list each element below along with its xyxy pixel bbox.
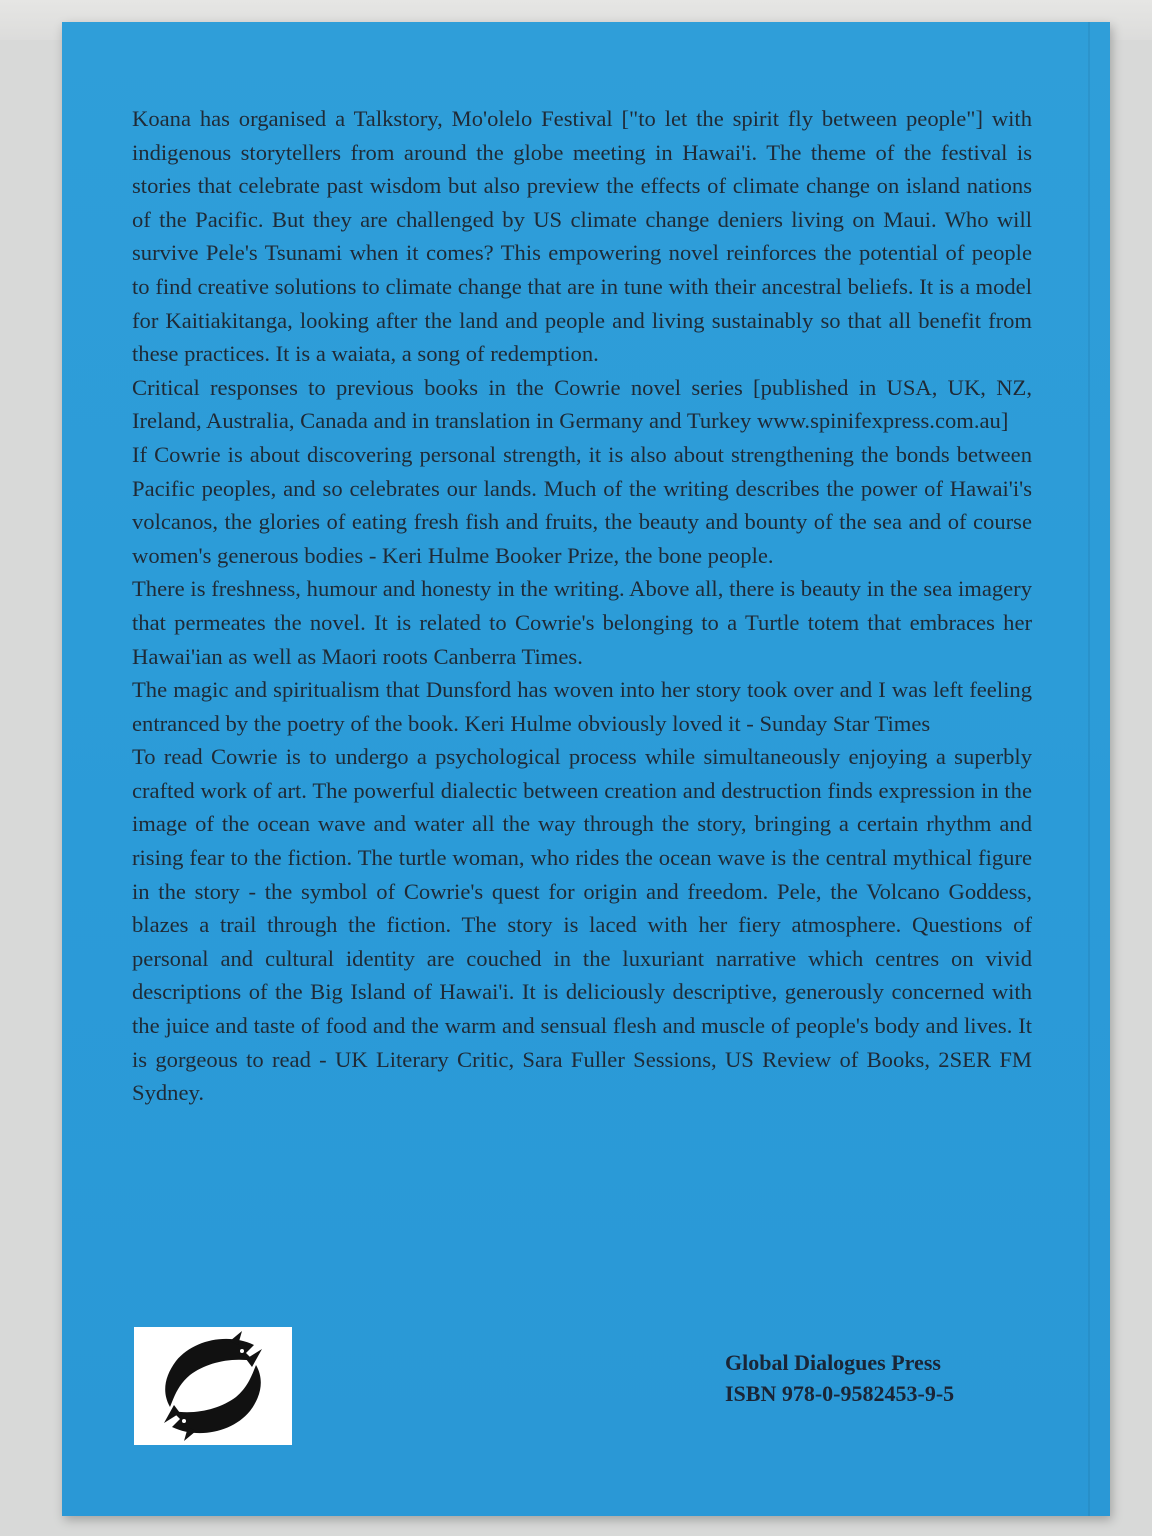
blurb-paragraph-review-canberra-times: There is freshness, humour and honesty in the writing. Above all, there is beauty in the sea imagery that permeates the novel. It is related to Cowrie's belonging to a Turtle totem that embraces her Hawai'ian as well as Maori roots Canberra Times. bbox=[132, 576, 1032, 669]
cover-edge bbox=[1088, 22, 1090, 1516]
two-dolphins-circle-icon bbox=[134, 1327, 292, 1445]
isbn: ISBN 978-0-9582453-9-5 bbox=[725, 1381, 955, 1406]
blurb-paragraph-review-keri-hulme: If Cowrie is about discovering personal strength, it is also about strengthening the bonds between Pacific peoples, and so celebrates our lands. Much of the writing describes the power of Hawai'i's volcanos, the glories of eating fresh fish and fruits, the beauty and bounty of the sea and of course women's generous bodies - Keri Hulme Booker Prize, the bone people. bbox=[132, 441, 1032, 568]
publisher-name: Global Dialogues Press bbox=[725, 1350, 941, 1375]
blurb-paragraph-review-uk-literary-critic: To read Cowrie is to undergo a psychological process while simultaneously enjoying a superbly crafted work of art. The powerful dialectic between creation and destruction finds expression in the image of the ocean wave and water all the way through the story, bringing a certain rhythm and rising fear to the fiction. The turtle woman, who rides the ocean wave is the central mythical figure in the story - the symbol of Cowrie's quest for origin and freedom. Pele, the Volcano Goddess, blazes a trail through the fiction. The story is laced with her fiery atmosphere. Questions of personal and cultural identity are couched in the luxuriant narrative which centres on vivid descriptions of the Big Island of Hawai'i. It is deliciously descriptive, generously concerned with the juice and taste of food and the warm and sensual flesh and muscle of people's body and lives. It is gorgeous to read - UK Literary Critic, Sara Fuller Sessions, US Review of Books, 2SER FM Sydney. bbox=[132, 744, 1032, 1106]
publisher-logo bbox=[134, 1327, 292, 1445]
publisher-info bbox=[725, 1347, 954, 1409]
book-back-cover bbox=[62, 22, 1110, 1516]
blurb-paragraph-review-sunday-star-times: The magic and spiritualism that Dunsford has woven into her story took over and I was left feeling entranced by the poetry of the book. Keri Hulme obviously loved it - Sunday Star Times bbox=[132, 677, 1032, 736]
blurb-text bbox=[132, 102, 1032, 1110]
blurb-paragraph-critical-responses: Critical responses to previous books in the Cowrie novel series [published in USA, UK, NZ, Ireland, Australia, Canada and in translation in Germany and Turkey www.spinifexpress.com.au] bbox=[132, 374, 1032, 434]
blurb-paragraph-synopsis: Koana has organised a Talkstory, Mo'olelo Festival ["to let the spirit fly between people"] with indigenous storytellers from around the globe meeting in Hawai'i. The theme of the festival is stories that celebrate past wisdom but also preview the effects of climate change on island nations of the Pacific. But they are challenged by US climate change deniers living on Maui. Who will survive Pele's Tsunami when it comes? This empowering novel reinforces the potential of people to find creative solutions to climate change that are in tune with their ancestral beliefs. It is a model for Kaitiakitanga, looking after the land and people and living sustainably so that all benefit from these practices. It is a waiata, a song of redemption. bbox=[132, 106, 1032, 367]
